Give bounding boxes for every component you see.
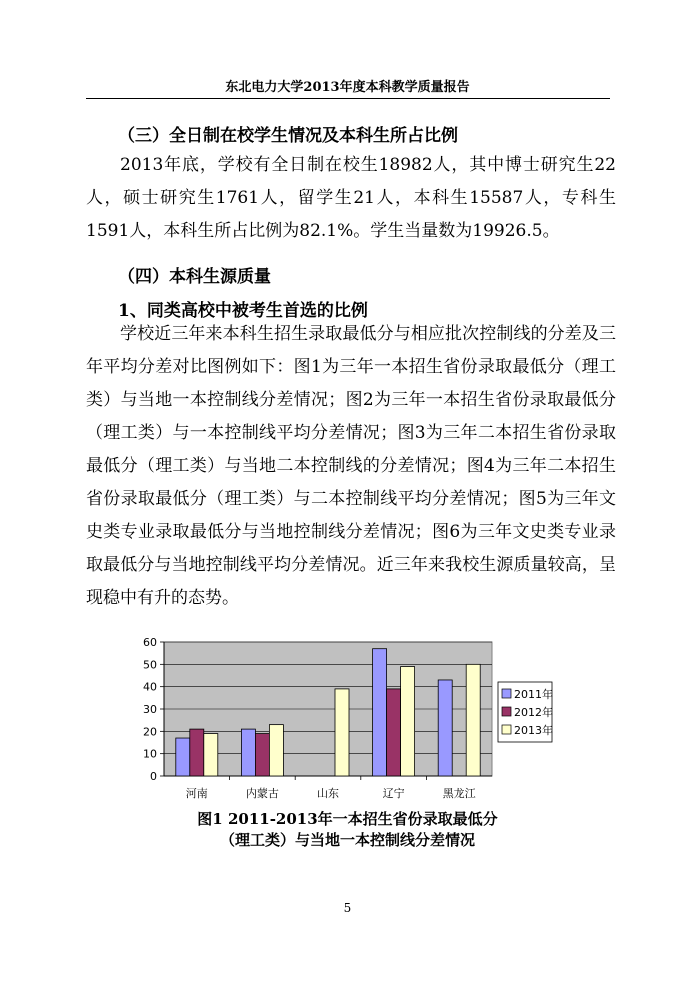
x-tick-label: 黑龙江: [442, 787, 476, 800]
y-tick-label: 30: [143, 703, 157, 716]
x-tick-label: 河南: [185, 787, 208, 800]
bar-2013年-山东: [335, 689, 349, 776]
legend-label: 2013年: [514, 724, 553, 737]
bar-2012年-内蒙古: [255, 734, 269, 776]
bar-2013年-黑龙江: [466, 664, 480, 776]
figure-caption-line1: 图1 2011-2013年一本招生省份录取最低分: [197, 810, 498, 828]
section-3-heading: （三）全日制在校学生情况及本科生所占比例: [118, 126, 458, 146]
y-tick-label: 60: [143, 636, 157, 649]
bar-2012年-河南: [190, 729, 204, 776]
x-tick-label: 内蒙古: [245, 787, 279, 800]
bar-2013年-内蒙古: [269, 725, 283, 776]
bar-2013年-辽宁: [401, 667, 415, 776]
legend-swatch-2012年: [502, 707, 511, 716]
legend-swatch-2011年: [502, 689, 511, 698]
report-header-title: 东北电力大学2013年度本科教学质量报告: [225, 80, 470, 95]
legend-label: 2012年: [514, 706, 553, 719]
y-tick-label: 10: [143, 747, 157, 761]
y-tick-label: 40: [143, 680, 157, 694]
section-4-heading: （四）本科生源质量: [118, 267, 271, 287]
y-tick-label: 50: [143, 658, 157, 672]
y-tick-label: 20: [143, 725, 157, 739]
section-4-paragraph: 学校近三年来本科生招生录取最低分与相应批次控制线的分差及三年平均分差对比图例如下：图1为三年一本招生省份录取最低分（理工类）与当地一本控制线分差情况；图2为三年一本招生省份录取最低分（理工类）与一本控制线平均分差情况；图3为三年二本招生省份录取最低分（理工类）与当地二本控制线的分差情况；图4为三年二本招生省份录取最低分（理工类）与二本控制线平均分差情况；图5为三年文史类专业录取最低分与当地控制线分差情况；图6为三年文史类专业录取最低分与当地控制线平均分差情况。近三年来我校生源质量较高，呈现稳中有升的态势。: [86, 324, 616, 608]
bar-2012年-辽宁: [387, 689, 401, 776]
bar-2013年-河南: [204, 734, 218, 776]
bar-2011年-辽宁: [373, 649, 387, 776]
legend-swatch-2013年: [502, 725, 511, 734]
bar-2011年-黑龙江: [438, 680, 452, 776]
bar-2011年-河南: [176, 738, 190, 776]
figure-caption-line2: （理工类）与当地一本控制线分差情况: [219, 831, 475, 849]
page-number: 5: [343, 901, 352, 915]
bar-chart: [132, 634, 572, 804]
legend-label: 2011年: [514, 688, 553, 701]
bar-2011年-内蒙古: [241, 729, 255, 776]
section-4-subheading: 1、同类高校中被考生首选的比例: [118, 301, 368, 321]
x-tick-label: 辽宁: [382, 787, 405, 800]
section-3-paragraph: 2013年底，学校有全日制在校生18982人，其中博士研究生22人，硕士研究生1761人，留学生21人，本科生15587人，专科生1591人，本科生所占比例为82.1%。学生当量数为19926.5。: [86, 155, 616, 241]
x-tick-label: 山东: [317, 787, 339, 800]
header-rule: [86, 98, 610, 99]
y-tick-label: 0: [150, 770, 157, 783]
